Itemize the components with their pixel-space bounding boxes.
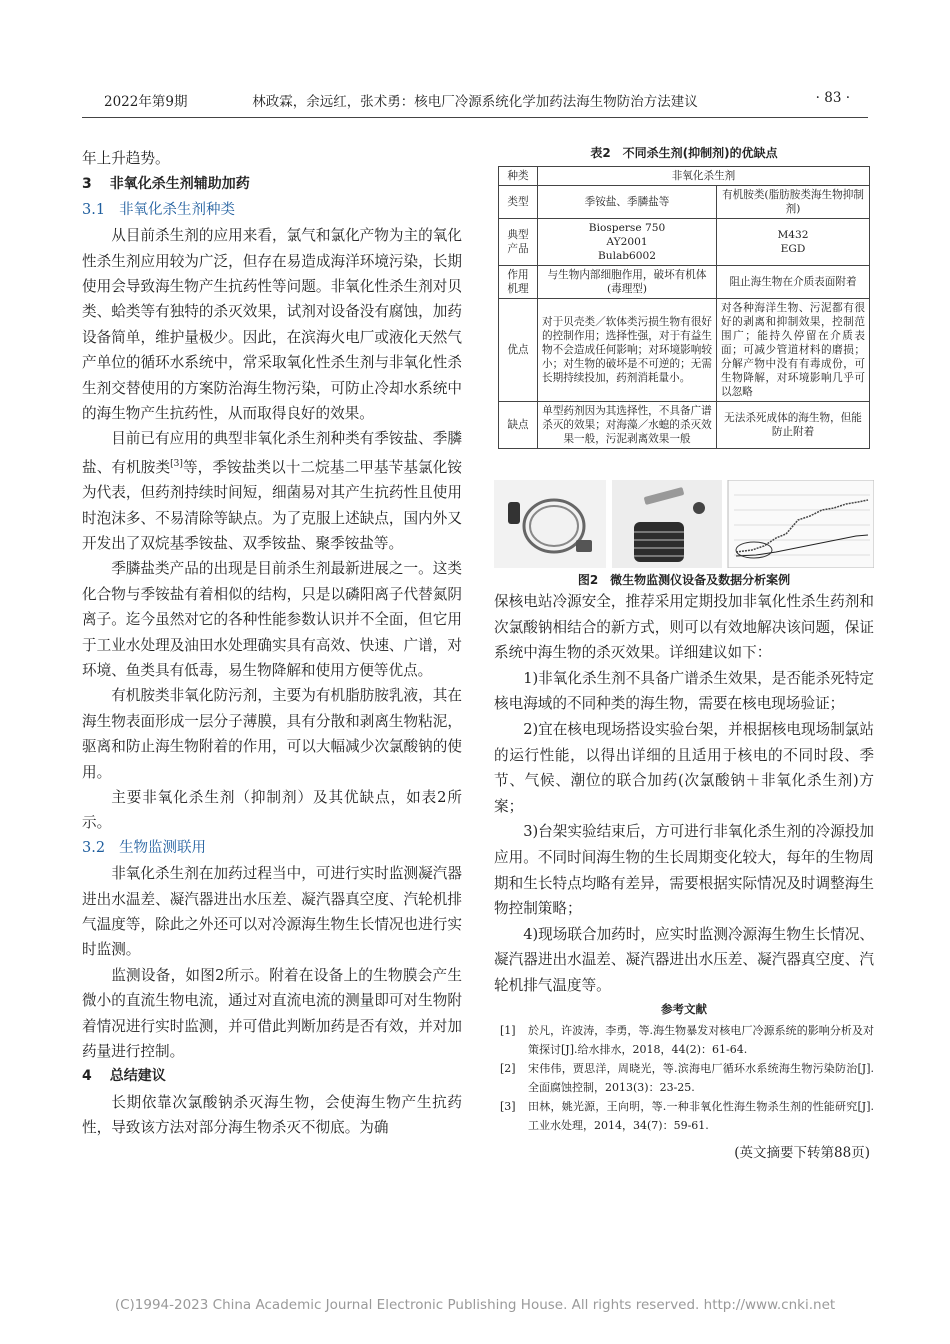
section-heading-4: 4 总结建议 <box>82 1068 166 1085</box>
paragraph: 保核电站冷源安全，推荐采用定期投加非氧化性杀生药剂和次氯酸钠相结合的新方式，则可以有效地解决该问题，保证系统中海生物的杀灭效果。详细建议如下： <box>494 593 874 662</box>
article-running-title: 林政霖，余远红，张术勇：核电厂冷源系统化学加药法海生物防治方法建议 <box>252 94 698 110</box>
continued-note: (英文摘要下转第88页) <box>734 1144 870 1161</box>
monitor-device-photo <box>494 480 606 568</box>
paragraph: 从目前杀生剂的应用来看，氯气和氯化产物为主的氧化性杀生剂应用较为广泛，但存在易造成海洋环境污染，长期使用会导致海生物产生抗药性等问题。非氧化性杀生剂对贝类、蛤类等有独特的杀灭效果，试剂对设备没有腐蚀，加药设备简单，维护量极少。因此，在滨海火电厂或液化天然气产单位的循环水系统中，常采取氧化性杀生剂与非氧化性杀生剂交替使用的方案防治海生物污染，可防止冷却水系统中的海生物产生抗药性，从而取得良好的效果。 <box>82 227 462 423</box>
data-analysis-chart <box>728 480 874 568</box>
recommendation-item: 4)现场联合加药时，应实时监测冷源海生物生长情况、凝汽器进出水温差、凝汽器进出水压差、凝汽器真空度、汽轮机排气温度等。 <box>494 925 874 994</box>
table-cell: 无法杀死成体的海生物，但能防止附着 <box>717 402 870 449</box>
recommendation-item: 1)非氧化杀生剂不具备广谱杀生效果，是否能杀死特定核电海域的不同种类的海生物，需要在核电现场验证； <box>494 669 874 713</box>
header-divider <box>82 117 868 118</box>
table-row <box>499 167 870 186</box>
table-caption: 表2 不同杀生剂(抑制剂)的优缺点 <box>590 146 778 160</box>
table-cell: 阻止海生物在介质表面附着 <box>717 266 870 299</box>
subsection-heading-3-1: 3.1 非氧化杀生剂种类 <box>82 201 236 218</box>
figure-caption: 图2 微生物监测仪设备及数据分析案例 <box>577 573 791 587</box>
recommendation-item: 2)宜在核电现场搭设实验台架，并根据核电现场制氯站的运行性能，以得出详细的且适用于核电的不同时段、季节、气候、潮位的联合加药(次氯酸钠＋非氧化杀生剂)方案； <box>494 720 874 815</box>
paragraph: 长期依靠次氯酸钠杀灭海生物，会使海生物产生抗药性，导致该方法对部分海生物杀灭不彻底。为确 <box>82 1093 462 1137</box>
table-cell: 单型药剂因为其选择性，不具备广谱杀灭的效果；对海藻／水螅的杀灭效果一般，污泥剥离效果一般 <box>538 402 717 449</box>
table-row <box>499 219 870 266</box>
right-column <box>494 589 874 1166</box>
row-header: 类型 <box>499 186 538 219</box>
paragraph: 年上升趋势。 <box>82 150 170 167</box>
reference-item: [3] 田林，姚光源，王向明，等.一种非氧化性海生物杀生剂的性能研究[J].工业水处理，2014，34(7)：59-61. <box>500 1099 874 1132</box>
paragraph: 有机胺类非氧化防污剂，主要为有机脂肪胺乳液，其在海生物表面形成一层分子薄膜，具有分散和剥离生物粘泥，驱离和防止海生物附着的作用，可以大幅减少次氯酸钠的使用。 <box>82 687 462 781</box>
row-header: 缺点 <box>499 402 538 449</box>
copyright-footer: (C)1994-2023 China Academic Journal Electronic Publishing House. All rights reserved. http://www.cnki.net <box>114 1297 836 1313</box>
table-row <box>499 266 870 299</box>
table-cell: 有机胺类(脂肪胺类海生物抑制剂) <box>717 186 870 219</box>
running-header <box>82 90 868 112</box>
reference-item: [1] 於凡，许波涛，李勇，等.海生物暴发对核电厂冷源系统的影响分析及对策探讨[J].给水排水，2018，44(2)：61-64. <box>500 1023 874 1056</box>
page-number: · 83 · <box>815 90 850 106</box>
subsection-heading-3-2: 3.2 生物监测联用 <box>82 839 207 856</box>
recommendation-item: 3)台架实验结束后，方可进行非氧化杀生剂的冷源投加应用。不同时间海生物的生长周期变化较大，每年的生物周期和生长特点均略有差异，需要根据实际情况及时调整海生物控制策略； <box>494 823 874 918</box>
section-heading-3: 3 非氧化杀生剂辅助加药 <box>82 176 250 193</box>
table-cell: M432 EGD <box>717 219 870 266</box>
paragraph: 季膦盐类产品的出现是目前杀生剂最新进展之一。这类化合物与季铵盐有着相似的结构，只是以磷阳离子代替氮阴离子。迄今虽然对它的各种性能参数认识并不全面，但它用于工业水处理及油田水处理确实具有高效、快速、广谱，对环境、鱼类具有低毒，易生物降解和使用方便等优点。 <box>82 560 462 679</box>
references-heading: 参考文献 <box>661 1001 707 1016</box>
table-cell: 对于贝壳类／软体类污损生物有很好的控制作用；选择性强，对于有益生物不会造成任何影响；对环境影响较小；对生物的破坏是不可逆的；无需长期持续投加，药剂消耗量小。 <box>538 299 717 402</box>
probe-photo <box>612 480 722 568</box>
row-header: 优点 <box>499 299 538 402</box>
table-cell: 对各种海洋生物、污泥都有很好的剥离和抑制效果，控制范围广；能持久停留在介质表面；可减少管道材料的磨损；分解产物中没有有毒成份，可生物降解，对环境影响几乎可以忽略 <box>717 299 870 402</box>
table-cell: 季铵盐、季膦盐等 <box>538 186 717 219</box>
row-header: 典型产品 <box>499 219 538 266</box>
table-cell: 与生物内部细胞作用，破坏有机体(毒理型) <box>538 266 717 299</box>
left-column <box>82 146 462 1141</box>
figure-2 <box>494 480 874 568</box>
table-row <box>499 402 870 449</box>
paragraph: 主要非氧化杀生剂（抑制剂）及其优缺点，如表2所示。 <box>82 789 462 832</box>
citation-ref: [3] <box>170 458 183 469</box>
paragraph: 目前已有应用的典型非氧化杀生剂种类有季铵盐、季膦盐、有机胺类[3]等，季铵盐类以十二烷基二甲基苄基氯化铵为代表，但药剂持续时间短，细菌易对其产生抗药性且使用时泡沫多、不易清除等缺点。为了克服上述缺点，国内外又开发出了双烷基季铵盐、双季铵盐、聚季铵盐等。 <box>82 430 462 552</box>
comparison-table <box>498 166 870 449</box>
row-header: 种类 <box>499 167 538 186</box>
reference-item: [2] 宋伟伟，贾思洋，周晓光，等.滨海电厂循环水系统海生物污染防治[J].全面腐蚀控制，2013(3)：23-25. <box>500 1061 874 1094</box>
table-row <box>499 186 870 219</box>
row-header: 作用机理 <box>499 266 538 299</box>
table-cell: Biosperse 750 AY2001 Bulab6002 <box>538 219 717 266</box>
issue-label: 2022年第9期 <box>104 94 188 110</box>
paragraph: 非氧化杀生剂在加药过程当中，可进行实时监测凝汽器进出水温差、凝汽器进出水压差、凝汽器真空度、汽轮机排气温度等，除此之外还可以对冷源海生物生长情况也进行实时监测。 <box>82 865 462 959</box>
table-cell: 非氧化杀生剂 <box>538 167 870 186</box>
paragraph: 监测设备，如图2所示。附着在设备上的生物膜会产生微小的直流生物电流，通过对直流电流的测量即可对生物附着情况进行实时监测，并可借此判断加药是否有效，并对加药量进行控制。 <box>82 966 462 1061</box>
table-row <box>499 299 870 402</box>
